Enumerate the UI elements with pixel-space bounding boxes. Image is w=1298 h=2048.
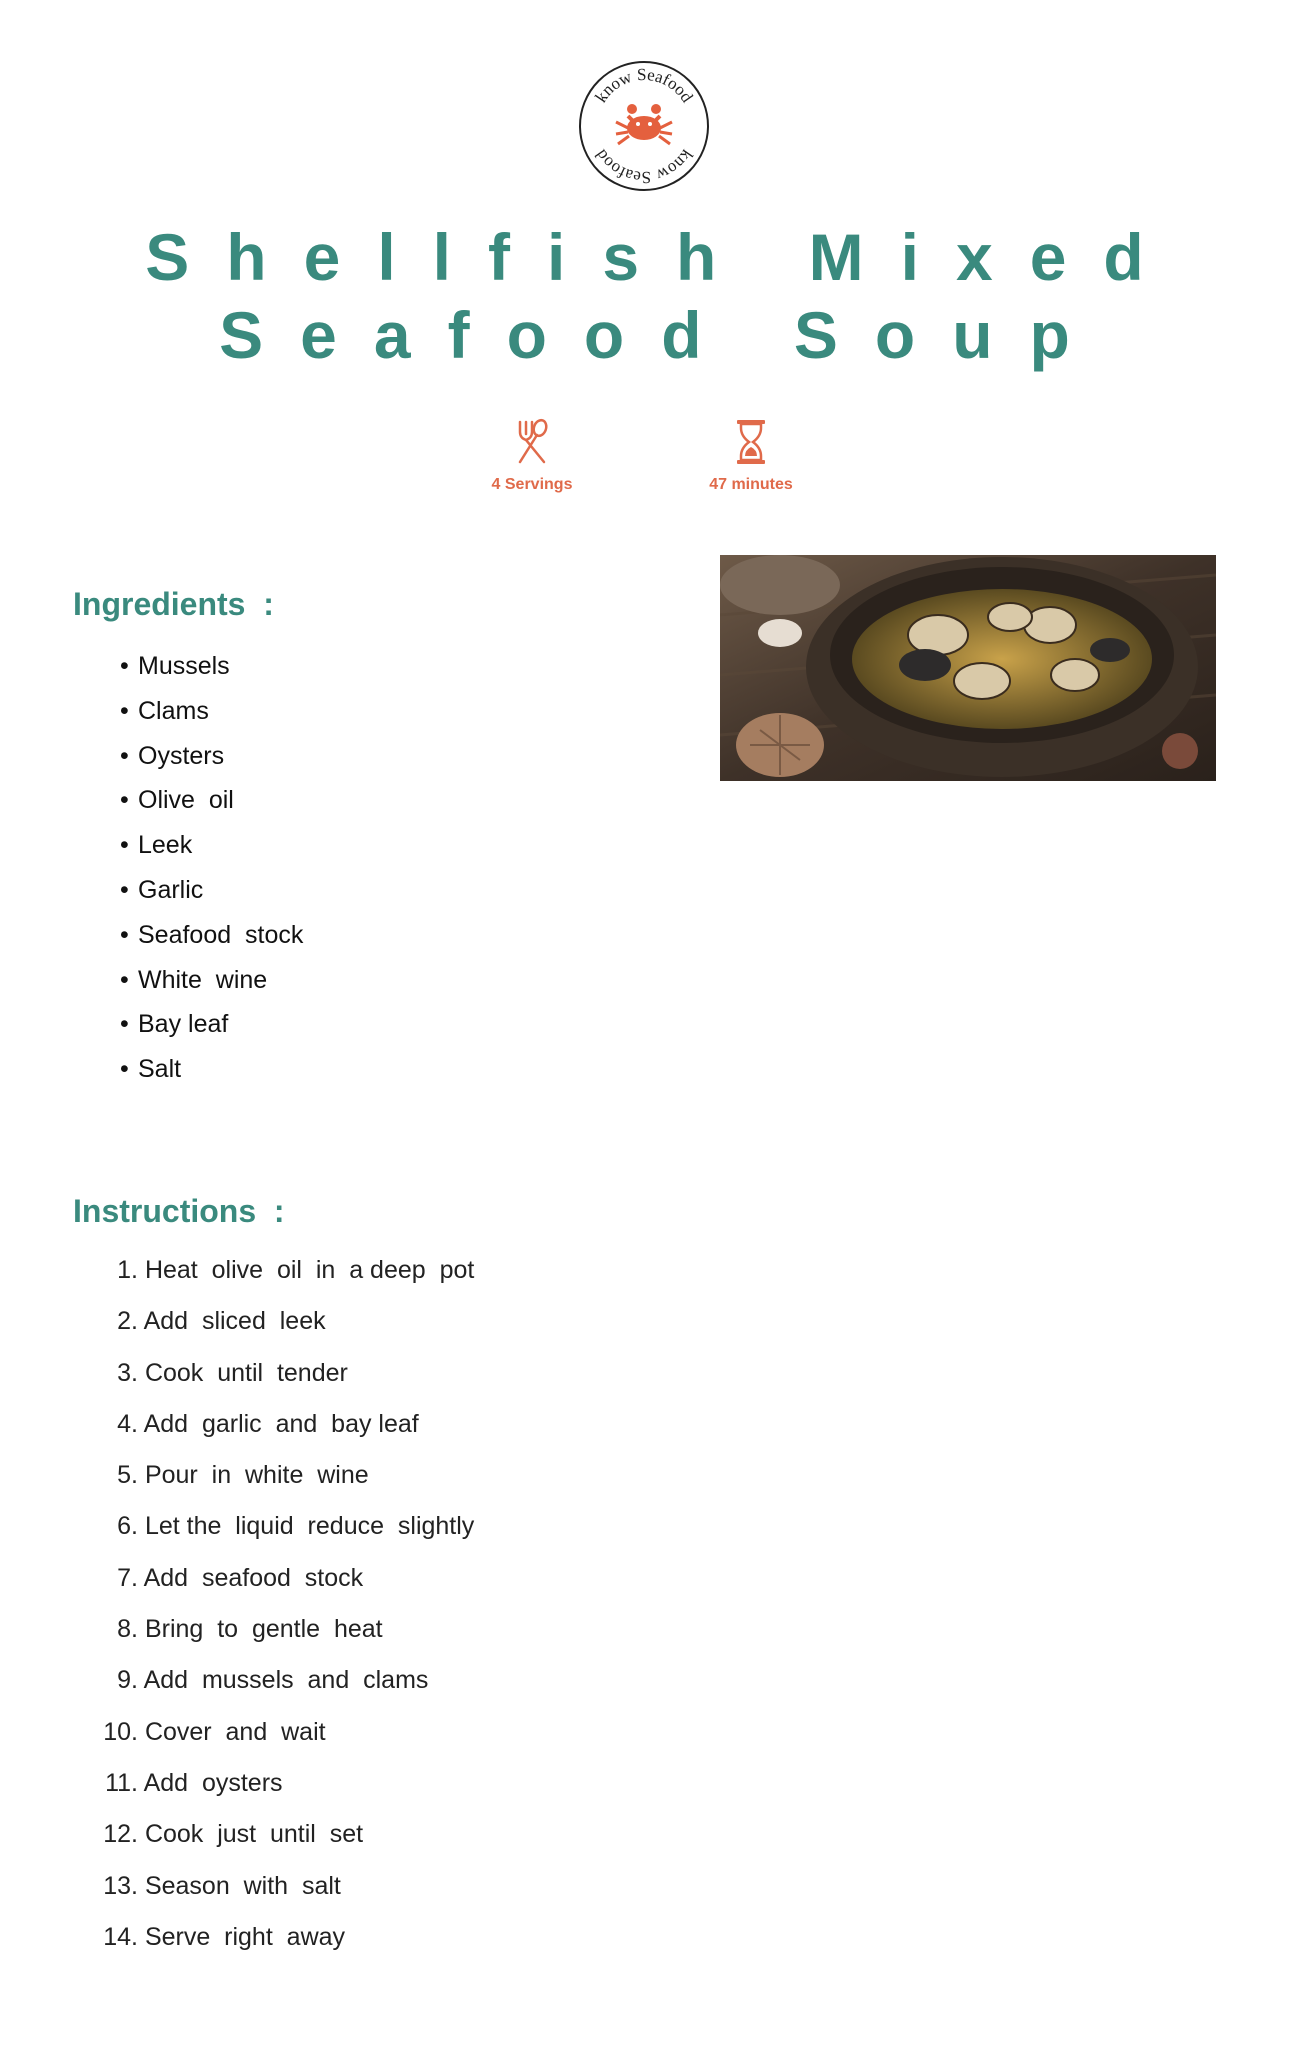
bullet-icon: • xyxy=(120,875,129,904)
instruction-step xyxy=(80,1663,474,1714)
step-number: 2. xyxy=(117,1307,138,1336)
bullet-icon: • xyxy=(120,965,129,994)
step-number: 3. xyxy=(117,1358,138,1387)
step-text: Cook until tender xyxy=(138,1358,348,1387)
instruction-step xyxy=(80,1304,474,1355)
step-number: 1. xyxy=(117,1256,138,1284)
step-number: 13. xyxy=(103,1871,138,1900)
bullet-icon: • xyxy=(120,831,129,860)
crab-icon xyxy=(576,58,712,194)
servings-info xyxy=(462,418,602,494)
time-label: 47 minutes xyxy=(709,476,793,493)
ingredient-item xyxy=(120,962,303,1007)
instructions-list xyxy=(80,1253,474,1971)
ingredient-label: Mussels xyxy=(138,652,230,680)
bullet-icon: • xyxy=(120,696,129,725)
bullet-icon: • xyxy=(120,1010,129,1039)
logo-text-bottom: know Seafood xyxy=(591,146,697,188)
instruction-step xyxy=(80,1612,474,1663)
instruction-step xyxy=(80,1869,474,1920)
ingredients-heading: Ingredients : xyxy=(73,586,274,622)
instruction-step xyxy=(80,1356,474,1407)
fork-spoon-icon xyxy=(512,418,552,466)
instruction-step xyxy=(80,1458,474,1509)
instruction-step xyxy=(80,1817,474,1868)
instruction-step xyxy=(80,1253,474,1304)
logo-text-top: know Seafood xyxy=(591,64,697,106)
soup-bowl-image xyxy=(720,555,1216,781)
instructions-heading: Instructions : xyxy=(73,1193,285,1229)
ingredient-label: Clams xyxy=(138,696,209,725)
step-number: 10. xyxy=(103,1717,138,1746)
step-text: Add garlic and bay leaf xyxy=(138,1409,419,1438)
ingredient-label: Bay leaf xyxy=(138,1010,229,1039)
ingredient-item xyxy=(120,782,303,827)
bullet-icon: • xyxy=(120,1055,129,1084)
step-number: 5. xyxy=(117,1461,138,1490)
ingredient-label: Seafood stock xyxy=(138,920,304,949)
ingredient-item xyxy=(120,1006,303,1051)
servings-label: 4 Servings xyxy=(491,476,573,493)
instruction-step xyxy=(80,1715,474,1766)
ingredient-item xyxy=(120,1051,303,1096)
step-number: 7. xyxy=(117,1563,138,1592)
step-text: Serve right away xyxy=(138,1922,346,1951)
step-text: Add seafood stock xyxy=(138,1563,364,1592)
page-title-line-1: Shellfish Mixed xyxy=(145,220,1181,294)
bullet-icon: • xyxy=(120,920,129,949)
ingredient-item xyxy=(120,917,303,962)
step-text: Heat olive oil in a deep pot xyxy=(138,1256,475,1284)
page-title-line-2: Seafood Soup xyxy=(219,298,1107,372)
ingredient-label: White wine xyxy=(138,965,268,994)
step-number: 11. xyxy=(105,1768,138,1797)
ingredient-label: Olive oil xyxy=(138,786,234,815)
step-text: Add oysters xyxy=(138,1768,283,1797)
step-text: Cover and wait xyxy=(138,1717,326,1746)
ingredient-item xyxy=(120,738,303,783)
instruction-step xyxy=(80,1509,474,1560)
seafood-soup-photo xyxy=(720,555,1216,781)
ingredient-label: Oysters xyxy=(138,741,225,770)
instruction-step xyxy=(80,1920,474,1971)
step-text: Pour in white wine xyxy=(138,1461,369,1490)
step-number: 14. xyxy=(103,1922,138,1951)
ingredient-label: Salt xyxy=(138,1055,182,1084)
ingredient-label: Garlic xyxy=(138,875,204,904)
ingredient-item xyxy=(120,827,303,872)
step-text: Season with salt xyxy=(138,1871,341,1900)
step-number: 12. xyxy=(103,1820,138,1849)
instruction-step xyxy=(80,1766,474,1817)
step-text: Let the liquid reduce slightly xyxy=(138,1512,475,1541)
ingredient-item xyxy=(120,872,303,917)
bullet-icon: • xyxy=(120,652,129,680)
step-number: 9. xyxy=(117,1666,138,1695)
ingredient-item xyxy=(120,648,303,693)
bullet-icon: • xyxy=(120,741,129,770)
instruction-step xyxy=(80,1407,474,1458)
hourglass-icon xyxy=(733,418,769,466)
step-number: 8. xyxy=(117,1615,138,1644)
bullet-icon: • xyxy=(120,786,129,815)
step-text: Add mussels and clams xyxy=(138,1666,429,1695)
ingredient-label: Leek xyxy=(138,831,193,860)
ingredients-list xyxy=(120,648,303,1096)
step-text: Add sliced leek xyxy=(138,1307,326,1336)
step-number: 6. xyxy=(117,1512,138,1541)
step-text: Cook just until set xyxy=(138,1820,364,1849)
instruction-step xyxy=(80,1561,474,1612)
step-text: Bring to gentle heat xyxy=(138,1615,383,1644)
ingredient-item xyxy=(120,693,303,738)
brand-logo xyxy=(576,58,712,194)
step-number: 4. xyxy=(117,1409,138,1438)
time-info xyxy=(681,418,821,494)
